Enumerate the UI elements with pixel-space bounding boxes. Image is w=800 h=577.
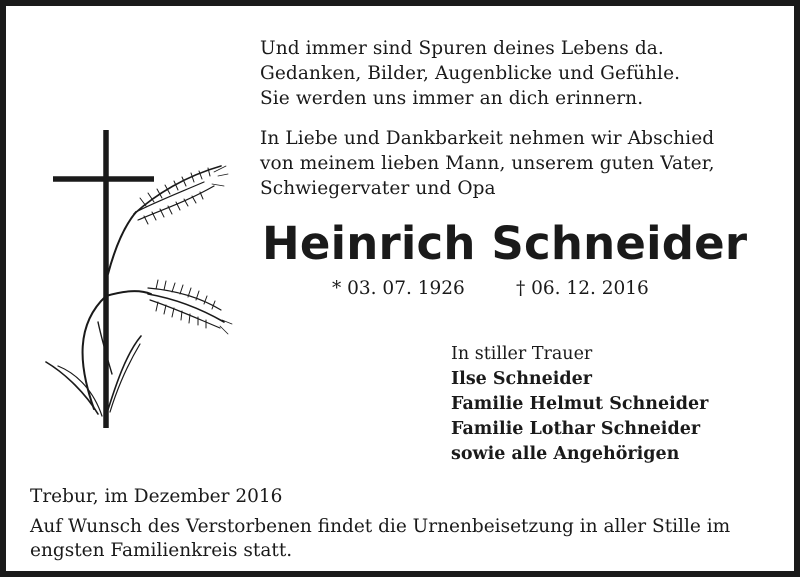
poem-text: [260, 36, 715, 201]
mourner-name: Familie Helmut Schneider: [451, 394, 709, 414]
birth-date: * 03. 07. 1926: [332, 278, 465, 299]
poem-line: Sie werden uns immer an dich erinnern.: [260, 88, 644, 109]
mourner-name: sowie alle Angehörigen: [451, 444, 680, 464]
mourner-name: Ilse Schneider: [451, 369, 593, 389]
deceased-name: Heinrich Schneider: [262, 217, 748, 270]
mourning-intro: In stiller Trauer: [451, 344, 593, 364]
cross-with-wheat-icon: [36, 124, 236, 434]
burial-note: Auf Wunsch des Verstorbenen findet die Urnenbeisetzung in aller Stille im engsten Familienkreis statt.: [30, 516, 731, 561]
farewell-line: von meinem lieben Mann, unserem guten Vater,: [260, 153, 715, 174]
mourner-name: Familie Lothar Schneider: [451, 419, 701, 439]
spacer: [260, 111, 715, 126]
farewell-line: In Liebe und Dankbarkeit nehmen wir Abschied: [260, 128, 715, 149]
death-date: † 06. 12. 2016: [516, 278, 649, 299]
poem-line: Gedanken, Bilder, Augenblicke und Gefühle.: [260, 63, 681, 84]
farewell-line: Schwiegervater und Opa: [260, 178, 496, 199]
place-and-date: Trebur, im Dezember 2016: [30, 486, 283, 507]
mourners-block: [451, 342, 708, 467]
poem-line: Und immer sind Spuren deines Lebens da.: [260, 38, 664, 59]
